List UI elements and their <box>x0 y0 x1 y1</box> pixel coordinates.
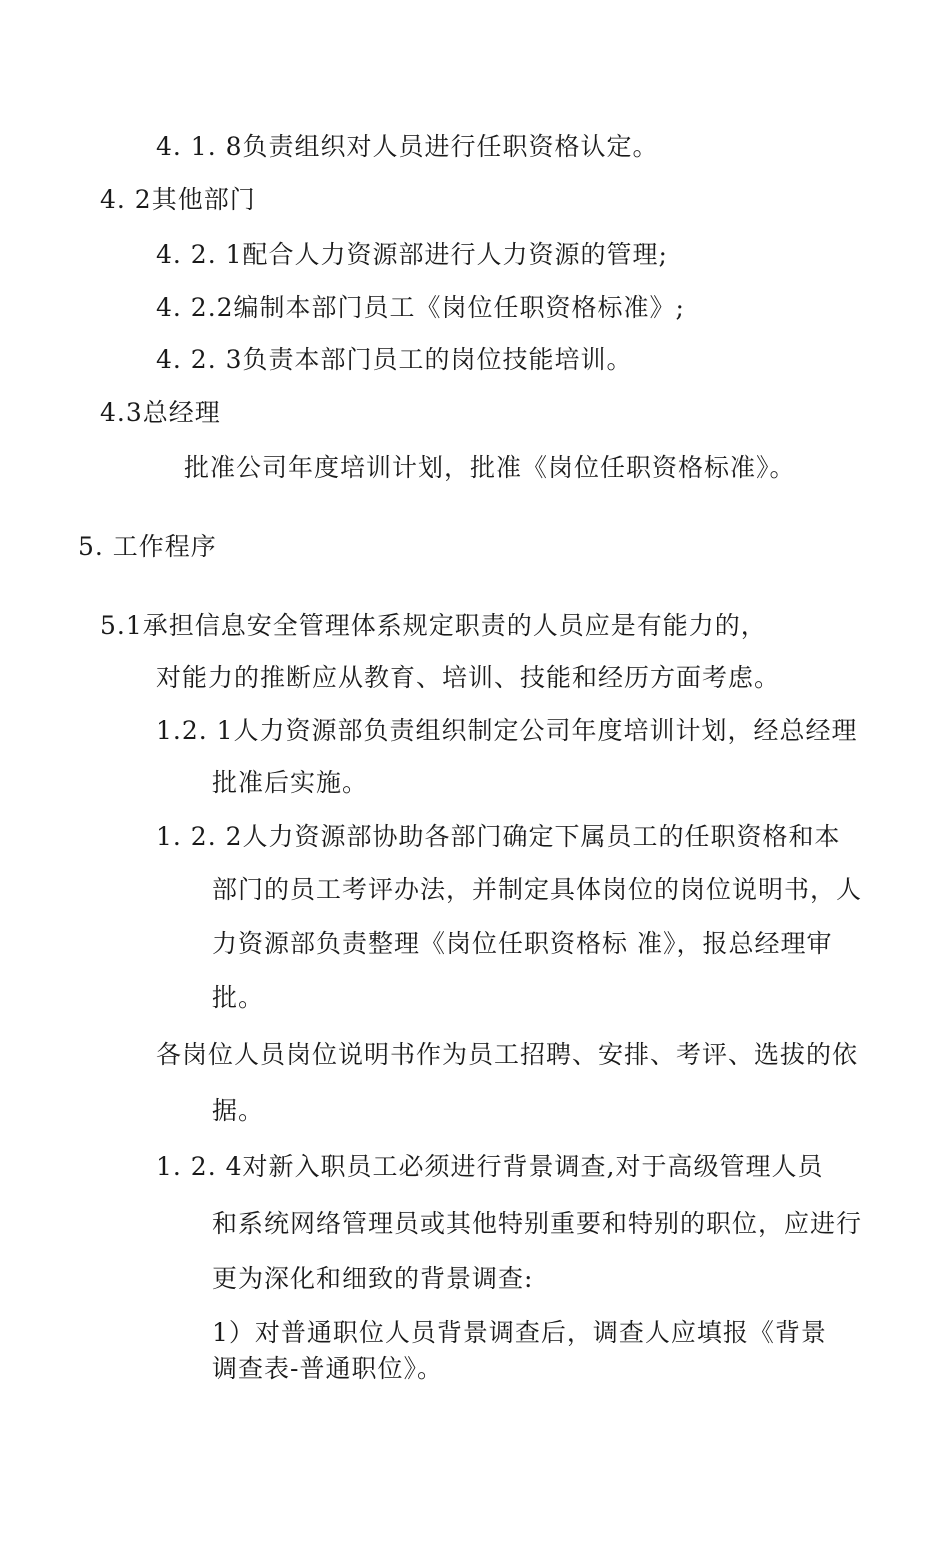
clause-1-2-1: 1.2. 1人力资源部负责组织制定公司年度培训计划，经总经理 <box>156 716 858 745</box>
clause-4-2-3: 4. 2. 3负责本部门员工的岗位技能培训。 <box>156 345 633 374</box>
clause-1-2-1-continued: 批准后实施。 <box>212 768 369 797</box>
clause-1-2-4-line-3: 更为深化和细致的背景调查: <box>212 1264 534 1293</box>
section-5-heading: 5. 工作程序 <box>78 532 217 561</box>
heading-4-2: 4. 2其他部门 <box>100 185 256 214</box>
heading-4-3: 4.3总经理 <box>100 398 221 427</box>
clause-1-2-2: 1. 2. 2人力资源部协助各部门确定下属员工的任职资格和本 <box>156 822 841 851</box>
clause-1-2-4: 1. 2. 4对新入职员工必须进行背景调查,对于高级管理人员 <box>156 1152 824 1181</box>
clause-job-description: 各岗位人员岗位说明书作为员工招聘、安排、考评、选拔的依 <box>156 1040 859 1069</box>
clause-4-3-text: 批准公司年度培训计划，批准《岗位任职资格标准》。 <box>184 453 796 482</box>
list-item-1: 1）对普通职位人员背景调查后，调查人应填报《背景 <box>212 1318 827 1347</box>
clause-4-1-8: 4. 1. 8负责组织对人员进行任职资格认定。 <box>156 132 659 161</box>
list-item-1-continued: 调查表-普通职位》。 <box>212 1354 443 1383</box>
clause-job-description-continued: 据。 <box>212 1096 265 1125</box>
clause-1-2-2-line-2: 部门的员工考评办法，并制定具体岗位的岗位说明书，人 <box>212 875 863 904</box>
clause-1-2-4-line-2: 和系统网络管理员或其他特别重要和特别的职位，应进行 <box>212 1209 863 1238</box>
clause-1-2-2-line-3: 力资源部负责整理《岗位任职资格标 准》，报总经理审 <box>212 929 833 958</box>
clause-1-2-2-line-4: 批。 <box>212 983 265 1012</box>
clause-4-2-2: 4. 2.2编制本部门员工《岗位任职资格标准》; <box>156 293 685 322</box>
clause-5-1-continued: 对能力的推断应从教育、培训、技能和经历方面考虑。 <box>156 663 781 692</box>
clause-4-2-1: 4. 2. 1配合人力资源部进行人力资源的管理; <box>156 240 668 269</box>
clause-5-1: 5.1承担信息安全管理体系规定职责的人员应是有能力的， <box>100 611 767 640</box>
